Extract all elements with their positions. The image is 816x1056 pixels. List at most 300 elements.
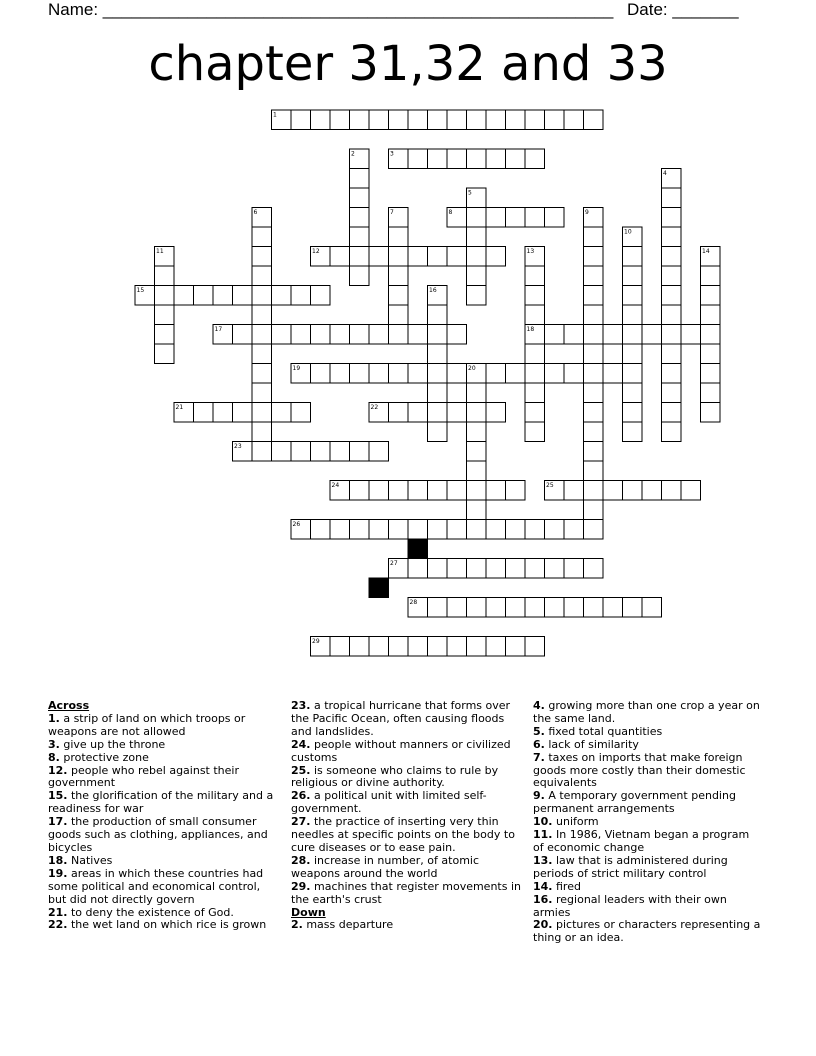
grid-cell[interactable] [486,559,506,579]
grid-cell[interactable] [603,364,623,384]
grid-cell[interactable] [623,364,643,384]
grid-cell[interactable] [447,559,467,579]
grid-cell[interactable] [311,520,331,540]
grid-cell[interactable] [213,286,233,306]
grid-cell[interactable] [350,442,370,462]
grid-cell[interactable] [428,422,448,442]
grid-cell[interactable] [272,403,292,423]
clue-number: 15. [48,789,68,803]
grid-cell[interactable] [252,286,272,306]
grid-cell[interactable] [467,520,487,540]
grid-cell[interactable] [642,598,662,618]
grid-cell[interactable] [662,325,682,345]
grid-cell[interactable] [428,110,448,130]
grid-cell[interactable] [291,286,311,306]
grid-cell[interactable] [467,481,487,501]
grid-cell[interactable] [525,364,545,384]
grid-cell[interactable] [428,598,448,618]
grid-cell[interactable] [467,383,487,403]
grid-cell[interactable] [584,110,604,130]
grid-cell[interactable] [623,325,643,345]
clue-number: 17. [48,815,68,829]
grid-cell[interactable] [584,227,604,247]
grid-cell[interactable] [486,247,506,267]
grid-cell[interactable] [506,364,526,384]
grid-cell[interactable] [311,110,331,130]
grid-cell[interactable] [369,364,389,384]
grid-cell[interactable] [564,559,584,579]
down-clue-list-continued [533,700,763,945]
grid-cell[interactable] [369,442,389,462]
grid-cell[interactable] [447,110,467,130]
grid-cell[interactable] [662,208,682,228]
grid-cell[interactable] [564,110,584,130]
grid-cell[interactable] [389,266,409,286]
grid-cell[interactable] [545,110,565,130]
grid-cell[interactable] [584,325,604,345]
grid-cell[interactable] [272,442,292,462]
cell-number: 13 [526,248,535,255]
grid-cell[interactable] [291,325,311,345]
across-clue-list-continued [291,700,525,907]
grid-cell[interactable] [447,247,467,267]
grid-cell[interactable] [623,344,643,364]
grid-cell[interactable] [623,266,643,286]
clue-number: 22. [48,918,68,932]
grid-cell[interactable] [467,559,487,579]
grid-cell[interactable] [233,325,253,345]
grid-cell[interactable] [525,520,545,540]
grid-cell[interactable] [311,364,331,384]
cell-number: 1 [273,111,277,119]
grid-cell[interactable] [525,598,545,618]
grid-cell[interactable] [350,188,370,208]
grid-cell[interactable] [369,247,389,267]
grid-cell[interactable] [350,325,370,345]
grid-cell[interactable] [584,559,604,579]
grid-cell[interactable] [174,286,194,306]
grid-cell[interactable] [428,520,448,540]
grid-cell[interactable] [350,266,370,286]
grid-cell[interactable] [701,325,721,345]
grid-cell[interactable] [389,364,409,384]
grid-cell[interactable] [252,383,272,403]
cell-number: 7 [390,209,394,216]
grid-cell[interactable] [252,227,272,247]
grid-cell[interactable] [467,422,487,442]
grid-cell[interactable] [447,403,467,423]
grid-cell[interactable] [389,637,409,657]
grid-cell[interactable] [408,364,428,384]
grid-cell[interactable] [252,325,272,345]
cell-number: 18 [526,326,535,333]
grid-cell[interactable] [428,481,448,501]
grid-cell[interactable] [155,344,175,364]
grid-cell[interactable] [603,325,623,345]
grid-cell[interactable] [330,637,350,657]
grid-cell[interactable] [155,305,175,325]
grid-cell[interactable] [486,208,506,228]
grid-cell[interactable] [408,149,428,169]
down-clue-list [291,919,525,932]
grid-cell[interactable] [252,266,272,286]
grid-cell[interactable] [506,559,526,579]
grid-cell[interactable] [428,305,448,325]
grid-cell[interactable] [662,266,682,286]
grid-cell[interactable] [350,110,370,130]
grid-cell[interactable] [350,208,370,228]
grid-cell[interactable] [467,110,487,130]
grid-cell[interactable] [447,364,467,384]
clue-number: 7. [533,750,545,764]
grid-cell[interactable] [447,520,467,540]
grid-cell[interactable] [545,559,565,579]
grid-cell[interactable] [623,403,643,423]
clue-number: 12. [48,763,68,777]
grid-cell[interactable] [662,286,682,306]
grid-cell[interactable] [408,481,428,501]
grid-cell[interactable] [467,637,487,657]
grid-cell[interactable] [252,442,272,462]
grid-cell[interactable] [584,442,604,462]
grid-cell[interactable] [506,110,526,130]
grid-cell[interactable] [486,637,506,657]
grid-cell[interactable] [545,598,565,618]
grid-cell[interactable] [252,422,272,442]
grid-cell[interactable] [662,344,682,364]
grid-cell[interactable] [389,481,409,501]
cell-number: 20 [468,365,476,372]
grid-cell[interactable] [467,149,487,169]
grid-cell[interactable] [428,364,448,384]
grid-cell[interactable] [155,286,175,306]
clue-text: to deny the existence of God. [67,905,234,919]
grid-cell[interactable] [584,383,604,403]
grid-cell[interactable] [525,383,545,403]
grid-cell[interactable] [701,344,721,364]
grid-cell[interactable] [623,247,643,267]
grid-cell[interactable] [603,481,623,501]
cell-number: 10 [624,228,632,236]
grid-cell[interactable] [155,266,175,286]
grid-cell[interactable] [486,110,506,130]
clue-text: uniform [552,815,599,829]
grid-cell[interactable] [350,247,370,267]
grid-cell[interactable] [272,325,292,345]
grid-cell[interactable] [447,481,467,501]
across-clue-list [48,713,276,932]
grid-cell[interactable] [506,208,526,228]
clue-number: 20. [533,918,553,932]
clue-number: 13. [533,853,553,867]
grid-cell[interactable] [701,403,721,423]
clue-number: 5. [533,724,545,738]
grid-cell[interactable] [623,305,643,325]
clue-item [533,700,763,726]
grid-cell[interactable] [428,559,448,579]
grid-cell[interactable] [545,208,565,228]
grid-cell[interactable] [662,227,682,247]
grid-cell[interactable] [662,188,682,208]
clue-text: increase in number, of atomic weapons around the world [291,853,480,880]
grid-cell[interactable] [408,247,428,267]
grid-cell[interactable] [350,481,370,501]
clue-text: Natives [67,853,113,867]
grid-cell[interactable] [486,364,506,384]
grid-cell[interactable] [428,344,448,364]
grid-cell[interactable] [389,325,409,345]
clue-text: machines that register movements in the earth's crust [291,879,521,906]
grid-cell[interactable] [545,520,565,540]
grid-cell[interactable] [486,520,506,540]
grid-cell[interactable] [408,520,428,540]
grid-cell[interactable] [662,403,682,423]
grid-cell[interactable] [428,325,448,345]
grid-cell[interactable] [467,500,487,520]
grid-cell[interactable] [291,110,311,130]
cell-number: 15 [136,287,145,294]
grid-cell[interactable] [506,481,526,501]
grid-cell[interactable] [584,344,604,364]
grid-cell[interactable] [194,286,214,306]
grid-cell[interactable] [525,110,545,130]
grid-cell[interactable] [701,383,721,403]
grid-cell[interactable] [486,403,506,423]
grid-black-cell [408,539,428,559]
grid-cell[interactable] [506,598,526,618]
grid-cell[interactable] [252,364,272,384]
page-title: chapter 31,32 and 33 [148,36,668,92]
grid-cell[interactable] [584,266,604,286]
grid-cell[interactable] [330,442,350,462]
grid-cell[interactable] [428,247,448,267]
grid-cell[interactable] [213,403,233,423]
grid-cell[interactable] [233,403,253,423]
grid-cell[interactable] [584,520,604,540]
grid-cell[interactable] [447,637,467,657]
grid-cell[interactable] [467,227,487,247]
grid-cell[interactable] [506,149,526,169]
grid-cell[interactable] [564,481,584,501]
grid-cell[interactable] [194,403,214,423]
grid-cell[interactable] [311,442,331,462]
cell-number: 17 [214,326,223,333]
clue-item [48,790,276,816]
cell-number: 5 [468,189,472,197]
grid-cell[interactable] [389,247,409,267]
grid-cell[interactable] [428,149,448,169]
clue-text: areas in which these countries had some political and economical control, but did not directly govern [48,866,264,906]
cell-number: 8 [448,209,453,216]
grid-cell[interactable] [408,637,428,657]
grid-cell[interactable] [584,500,604,520]
grid-cell[interactable] [506,520,526,540]
grid-cell[interactable] [369,110,389,130]
grid-cell[interactable] [272,286,292,306]
grid-cell[interactable] [467,286,487,306]
grid-cell[interactable] [603,598,623,618]
grid-cell[interactable] [584,481,604,501]
grid-cell[interactable] [408,325,428,345]
clue-number: 6. [533,737,545,751]
grid-cell[interactable] [350,364,370,384]
grid-cell[interactable] [467,266,487,286]
grid-cell[interactable] [525,286,545,306]
grid-cell[interactable] [662,247,682,267]
grid-cell[interactable] [564,598,584,618]
date-line[interactable]: Date: _______ [627,0,739,19]
grid-cell[interactable] [408,403,428,423]
grid-cell[interactable] [252,403,272,423]
grid-cell[interactable] [525,403,545,423]
grid-cell[interactable] [584,305,604,325]
grid-cell[interactable] [389,286,409,306]
grid-cell[interactable] [623,422,643,442]
grid-cell[interactable] [369,520,389,540]
grid-cell[interactable] [623,383,643,403]
grid-cell[interactable] [525,344,545,364]
grid-cell[interactable] [467,208,487,228]
grid-cell[interactable] [525,637,545,657]
grid-cell[interactable] [369,481,389,501]
grid-cell[interactable] [584,403,604,423]
cell-number: 14 [702,248,710,255]
cell-number: 27 [390,560,398,567]
grid-cell[interactable] [701,286,721,306]
grid-cell[interactable] [584,247,604,267]
grid-cell[interactable] [564,325,584,345]
grid-cell[interactable] [233,286,253,306]
clue-item [291,855,525,881]
grid-cell[interactable] [291,403,311,423]
grid-cell[interactable] [389,110,409,130]
grid-cell[interactable] [584,364,604,384]
grid-cell[interactable] [584,422,604,442]
grid-cell[interactable] [447,325,467,345]
grid-cell[interactable] [525,559,545,579]
clue-text: fixed total quantities [544,724,663,738]
grid-cell[interactable] [467,247,487,267]
clue-item [533,752,763,791]
grid-cell[interactable] [447,149,467,169]
grid-cell[interactable] [408,110,428,130]
grid-cell[interactable] [525,266,545,286]
grid-cell[interactable] [506,637,526,657]
grid-cell[interactable] [525,305,545,325]
grid-cell[interactable] [564,520,584,540]
grid-cell[interactable] [389,403,409,423]
grid-cell[interactable] [564,364,584,384]
grid-cell[interactable] [545,325,565,345]
grid-cell[interactable] [584,461,604,481]
grid-cell[interactable] [623,286,643,306]
grid-cell[interactable] [350,520,370,540]
grid-cell[interactable] [330,325,350,345]
grid-cell[interactable] [467,598,487,618]
cell-number: 28 [409,599,418,606]
grid-cell[interactable] [662,422,682,442]
grid-cell[interactable] [369,325,389,345]
cell-number: 22 [370,404,379,411]
grid-cell[interactable] [311,325,331,345]
grid-cell[interactable] [330,364,350,384]
clue-number: 9. [533,789,545,803]
down-heading: Down [291,905,326,919]
grid-cell[interactable] [428,403,448,423]
grid-cell[interactable] [662,481,682,501]
grid-cell[interactable] [408,559,428,579]
grid-cell[interactable] [467,442,487,462]
grid-cell[interactable] [389,227,409,247]
grid-cell[interactable] [428,637,448,657]
grid-cell[interactable] [447,598,467,618]
clue-item [291,881,525,907]
grid-cell[interactable] [330,520,350,540]
grid-cell[interactable] [389,520,409,540]
grid-cell[interactable] [467,403,487,423]
grid-cell[interactable] [662,383,682,403]
grid-cell[interactable] [311,286,331,306]
cell-number: 23 [234,443,242,450]
name-line[interactable]: Name: ______________________________________________________ [48,0,614,19]
grid-cell[interactable] [642,481,662,501]
grid-cell[interactable] [525,208,545,228]
clue-text: lack of similarity [544,737,639,751]
grid-cell[interactable] [428,383,448,403]
grid-cell[interactable] [623,598,643,618]
grid-cell[interactable] [350,227,370,247]
grid-cell[interactable] [252,247,272,267]
grid-cell[interactable] [330,247,350,267]
grid-cell[interactable] [252,305,272,325]
clue-number: 18. [48,853,68,867]
grid-cell[interactable] [681,481,701,501]
grid-cell[interactable] [701,364,721,384]
across-heading: Across [48,699,90,712]
grid-cell[interactable] [545,364,565,384]
grid-cell[interactable] [467,461,487,481]
grid-cell[interactable] [623,481,643,501]
grid-cell[interactable] [642,325,662,345]
grid-cell[interactable] [155,325,175,345]
clues-column-2 [291,700,525,932]
grid-cell[interactable] [662,364,682,384]
grid-cell[interactable] [584,286,604,306]
grid-cell[interactable] [681,325,701,345]
grid-cell[interactable] [486,149,506,169]
grid-cell[interactable] [350,169,370,189]
grid-cell[interactable] [486,598,506,618]
grid-cell[interactable] [525,149,545,169]
grid-cell[interactable] [525,422,545,442]
grid-cell[interactable] [662,305,682,325]
grid-cell[interactable] [252,344,272,364]
clues-column-3 [533,700,763,945]
grid-cell[interactable] [291,442,311,462]
grid-cell[interactable] [369,637,389,657]
clue-number: 8. [48,750,60,764]
grid-cell[interactable] [584,598,604,618]
grid-cell[interactable] [701,266,721,286]
grid-cell[interactable] [701,305,721,325]
grid-cell[interactable] [486,481,506,501]
grid-cell[interactable] [350,637,370,657]
clue-item [533,894,763,920]
grid-cell[interactable] [389,305,409,325]
clue-item [48,919,276,932]
grid-cell[interactable] [330,110,350,130]
cell-number: 19 [292,365,301,372]
